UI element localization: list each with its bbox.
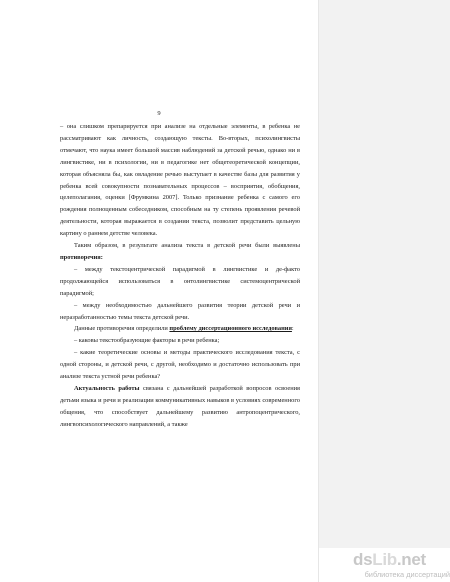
paragraph-text: – между текстоцентрической парадигмой в лингвистике и де-факто продолжающейся использоваться в онтолингвистике системоцентрической парадигмой; [60,265,300,297]
paragraph-text: связана с дальнейшей разработкой вопросов освоения детьми языка и речи и реализации коммуникативных навыков в условиях современного общения, что способствует дальнейшему развитию антропоцентрического, лингвопсихологического направлений, а также [60,384,300,428]
bold-term [169,325,292,332]
paragraph-text: Таким образом, в результате анализа текста в детской речи были выявлены [74,242,300,250]
paragraph [60,240,300,264]
watermark-logo-ds: ds [353,550,373,569]
underlined-term: проблему диссертационного исследования [169,325,292,333]
watermark-logo-net: .net [396,550,426,569]
watermark-logo-lib: Lib [372,550,397,569]
paragraph [60,383,300,431]
bold-term: Актуальность [74,384,115,392]
paragraph [60,335,300,347]
dslib-watermark [323,549,450,582]
bold-term: противоречия: [60,253,103,261]
paragraph-text: – каковы текстообразующие факторы в речи ребенка; [74,337,220,345]
paragraph-text: – между необходимостью дальнейшего развития теории детской речи и неразработанностью темы текста детской речи. [60,301,300,321]
paragraph [60,264,300,300]
paragraph [60,323,300,335]
bold-term: работы [118,384,140,392]
page-number: 9 [157,110,161,117]
paragraph [60,121,300,240]
paragraph [60,300,300,324]
paragraph-text: Данные противоречия определили [74,325,168,333]
punctuation: : [291,325,294,333]
paragraph-text: – какие теоретические основы и методы практического исследования текста, с одной стороны, и детской речи, с другой, необходимо и достаточно использовать при анализе текста устной речи ребенка? [60,349,300,381]
watermark-logo [353,550,426,570]
watermark-subtitle: библиотека диссертаций [364,570,450,579]
body-text [60,121,300,431]
comment-pane [319,0,450,548]
paragraph-text: – она слишком препарируется при анализе на отдельные элементы, в ребенка не рассматривают как личность, создающую тексты. Во-вторых, психолингвисты отмечают, что наука имеет большой массив наблюдений за детской речью, однако ни в лингвистике, ни в психологии, ни в педагогике нет общетеоретической концепции, которая объясняла бы, как овладение речью выступает в качестве базы для развития у ребенка всей совокупности познавательных процессов – восприятия, обобщения, целеполагания, оценки [Фрумкина 2007]. Только признание ребенка с самого его рождения полноценным собеседником, способным на ту степень проявления речевой деятельности, которая выражается в создании текста, позволит представить цельную картину о раннем детстве человека. [60,123,300,238]
paragraph [60,347,300,383]
